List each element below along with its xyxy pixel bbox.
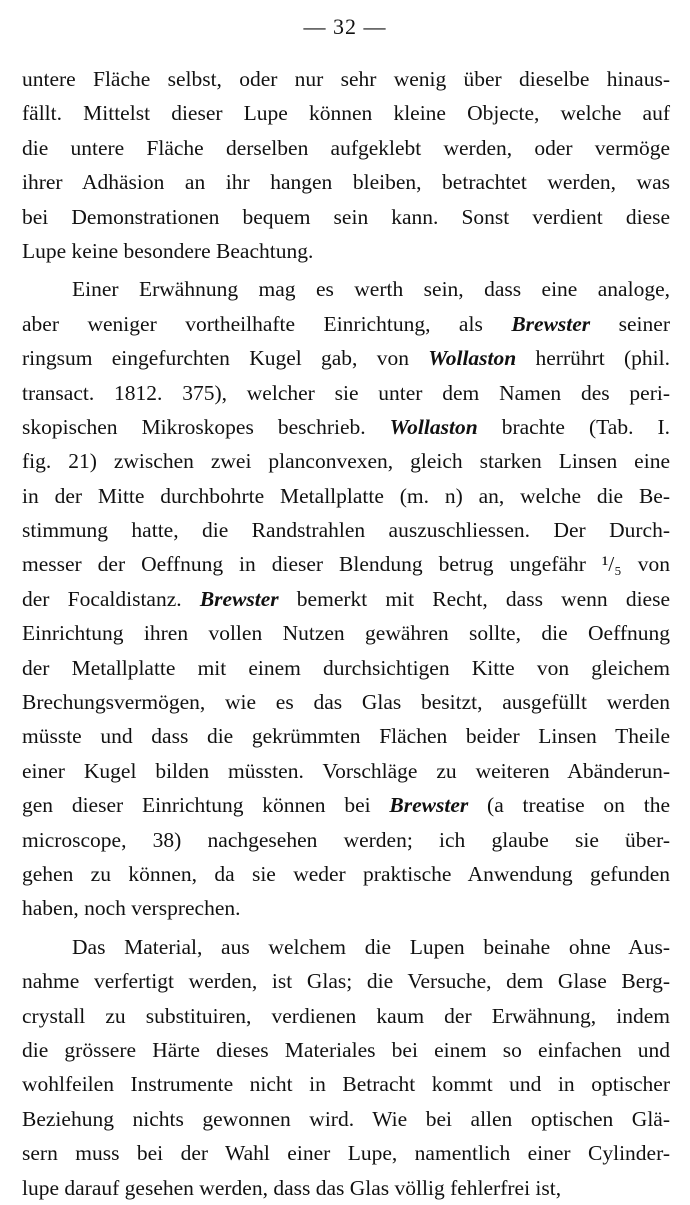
text-line xyxy=(22,930,670,964)
text-line xyxy=(22,1136,670,1170)
text-segment: einer Kugel bilden müssten. Vorschläge zu weiteren Abänderun- xyxy=(22,758,670,783)
author-name: Brewster xyxy=(389,793,469,818)
text-segment: der Metallplatte mit einem durchsichtigen Kitte von gleichem xyxy=(22,655,670,680)
text-segment: lupe darauf gesehen werden, dass das Glas völlig fehlerfrei ist, xyxy=(22,1175,562,1200)
text-line xyxy=(22,754,670,788)
author-name: Brewster xyxy=(199,586,279,611)
text-segment: gen dieser Einrichtung können bei xyxy=(22,793,390,818)
text-segment: transact. 1812. 375), welcher sie unter dem Namen des peri- xyxy=(22,380,670,405)
text-line xyxy=(22,272,670,306)
page-number: — 32 — xyxy=(303,14,387,39)
text-segment: bemerkt mit Recht, dass wenn diese xyxy=(278,586,670,611)
text-line xyxy=(22,719,670,753)
text-segment: brachte (Tab. I. xyxy=(477,414,670,439)
text-line xyxy=(22,479,670,513)
text-segment: seiner xyxy=(590,311,670,336)
text-segment: untere Fläche selbst, oder nur sehr wenig über dieselbe hinaus- xyxy=(22,67,670,91)
text-segment: Das Material, aus welchem die Lupen beinahe ohne Aus- xyxy=(72,934,670,959)
text-segment: skopischen Mikroskopes beschrieb. xyxy=(22,414,390,439)
text-segment: wohlfeilen Instrumente nicht in Betracht kommt und in optischer xyxy=(22,1072,670,1097)
text-segment: bei Demonstrationen bequem sein kann. Sonst verdient diese xyxy=(22,204,670,229)
text-segment: die grössere Härte dieses Materiales bei einem so einfachen und xyxy=(22,1037,670,1062)
text-segment: nahme verfertigt werden, ist Glas; die Versuche, dem Glase Berg- xyxy=(22,969,670,994)
text-line xyxy=(22,582,670,616)
text-segment: crystall zu substituiren, verdienen kaum der Erwähnung, indem xyxy=(22,1003,670,1028)
text-line xyxy=(22,616,670,650)
text-line xyxy=(22,341,670,375)
body-text xyxy=(22,62,670,1205)
text-line xyxy=(22,165,670,199)
text-line xyxy=(22,62,670,96)
text-line xyxy=(22,234,670,268)
text-segment: gehen zu können, da sie weder praktische Anwendung gefunden xyxy=(22,861,670,886)
text-segment: ihrer Adhäsion an ihr hangen bleiben, betrachtet werden, was xyxy=(22,170,670,195)
text-line xyxy=(22,1033,670,1067)
text-line xyxy=(22,96,670,130)
text-line xyxy=(22,131,670,165)
text-segment: Beziehung nichts gewonnen wird. Wie bei allen optischen Glä- xyxy=(22,1106,670,1131)
text-segment: Einrichtung ihren vollen Nutzen gewähren sollte, die Oeffnung xyxy=(22,621,670,646)
text-line xyxy=(22,823,670,857)
author-name: Wollaston xyxy=(428,346,517,371)
text-segment: die untere Fläche derselben aufgeklebt werden, oder vermöge xyxy=(22,135,670,160)
text-line xyxy=(22,410,670,444)
text-segment: müsste und dass die gekrümmten Flächen beider Linsen Theile xyxy=(22,724,670,749)
text-segment: (a treatise on the xyxy=(468,793,670,818)
text-segment: messer der Oeffnung in dieser Blendung betrug ungefähr ¹/₅ von xyxy=(22,552,670,577)
text-segment: sern muss bei der Wahl einer Lupe, namentlich einer Cylinder- xyxy=(22,1141,670,1166)
author-name: Brewster xyxy=(511,311,591,336)
text-line xyxy=(22,444,670,478)
text-line xyxy=(22,651,670,685)
text-line xyxy=(22,200,670,234)
text-segment: fig. 21) zwischen zwei planconvexen, gleich starken Linsen eine xyxy=(22,449,670,474)
text-line xyxy=(22,513,670,547)
text-line xyxy=(22,857,670,891)
text-line xyxy=(22,547,670,581)
text-segment: haben, noch versprechen. xyxy=(22,896,241,921)
text-segment: fällt. Mittelst dieser Lupe können kleine Objecte, welche auf xyxy=(22,101,670,126)
text-line xyxy=(22,1102,670,1136)
text-segment: herrührt (phil. xyxy=(516,346,670,371)
text-segment: aber weniger vortheilhafte Einrichtung, als xyxy=(22,311,512,336)
text-segment: Lupe keine besondere Beachtung. xyxy=(22,238,314,263)
text-segment: in der Mitte durchbohrte Metallplatte (m. n) an, welche die Be- xyxy=(22,483,670,508)
text-line xyxy=(22,964,670,998)
text-line xyxy=(22,788,670,822)
text-line xyxy=(22,307,670,341)
text-segment: Einer Erwähnung mag es werth sein, dass eine analoge, xyxy=(72,277,670,302)
text-line xyxy=(22,891,670,925)
text-segment: ringsum eingefurchten Kugel gab, von xyxy=(22,346,429,371)
text-segment: stimmung hatte, die Randstrahlen auszuschliessen. Der Durch- xyxy=(22,518,670,543)
text-segment: der Focaldistanz. xyxy=(22,586,200,611)
text-segment: Brechungsvermögen, wie es das Glas besitzt, ausgefüllt werden xyxy=(22,690,670,715)
text-line xyxy=(22,685,670,719)
text-line xyxy=(22,376,670,410)
text-line xyxy=(22,1067,670,1101)
text-segment: microscope, 38) nachgesehen werden; ich glaube sie über- xyxy=(22,827,670,852)
author-name: Wollaston xyxy=(389,414,478,439)
text-line xyxy=(22,999,670,1033)
